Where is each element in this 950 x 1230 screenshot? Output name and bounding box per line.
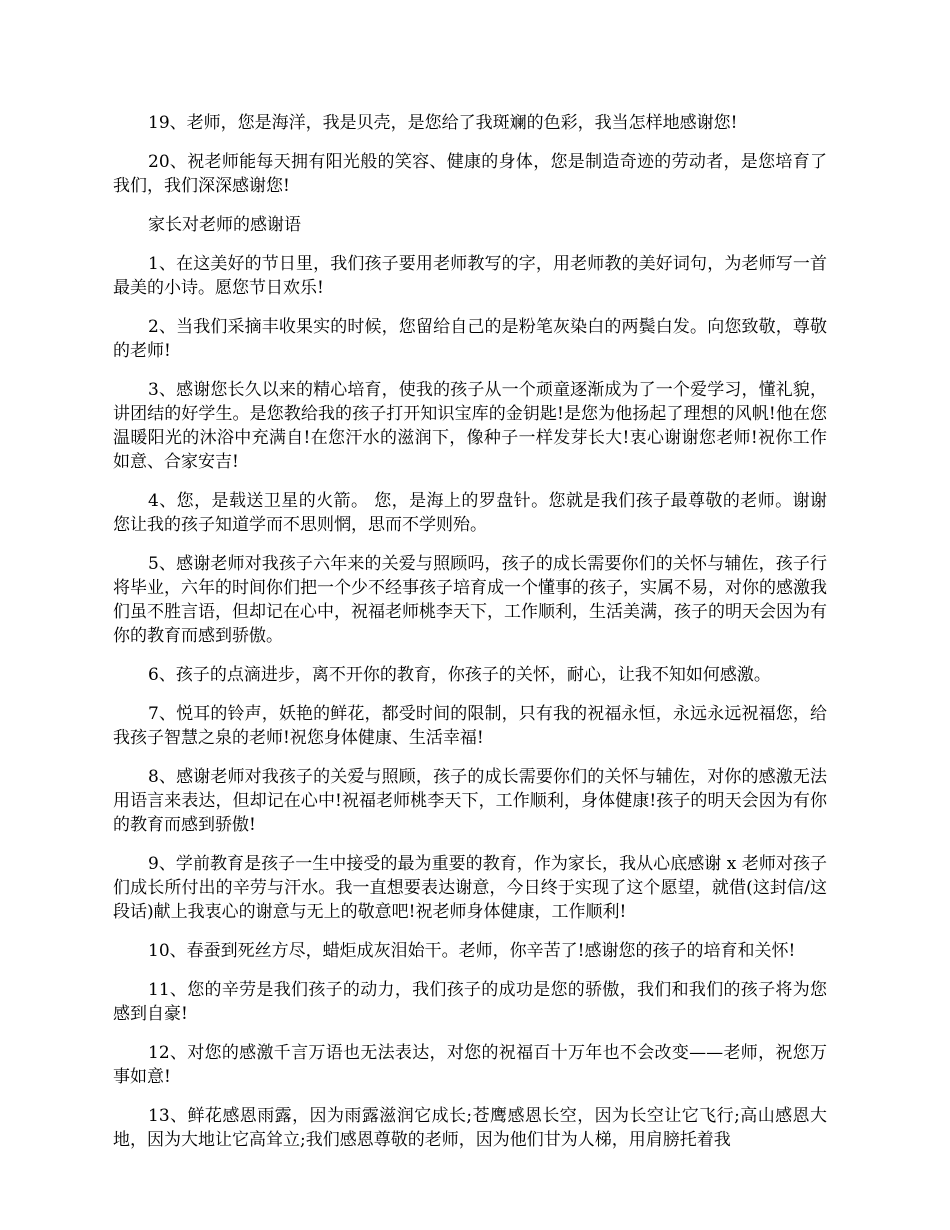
paragraph-6: 6、孩子的点滴进步，离不开你的教育，你孩子的关怀，耐心，让我不知如何感激。: [148, 665, 771, 685]
paragraph-3: 3、感谢您长久以来的精心培育，使我的孩子从一个顽童逐渐成为了一个爱学习，懂礼貌，讲团结的好学生。是您教给我的孩子打开知识宝库的金钥匙!是您为他扬起了理想的风帆!他在您温暖阳光的沐浴中充满自!在您汗水的滋润下，像种子一样发芽长大!衷心谢谢您老师!祝你工作如意、合家安吉!: [113, 380, 827, 472]
paragraph-1: 1、在这美好的节日里，我们孩子要用老师教写的字，用老师教的美好词句，为老师写一首最美的小诗。愿您节日欢乐!: [113, 254, 827, 298]
paragraph-4: 4、您，是载送卫星的火箭。 您，是海上的罗盘针。您就是我们孩子最尊敬的老师。谢谢您让我的孩子知道学而不思则惘，思而不学则殆。: [113, 491, 827, 535]
paragraph-11: 11、您的辛劳是我们孩子的动力，我们孩子的成功是您的骄傲，我们和我们的孩子将为您感到自豪!: [113, 980, 827, 1024]
paragraph-9: 9、学前教育是孩子一生中接受的最为重要的教育，作为家长，我从心底感谢 x 老师对孩子们成长所付出的辛劳与汗水。我一直想要表达谢意，今日终于实现了这个愿望，就借(这封信/这段话)献上我衷心的谢意与无上的敬意吧!祝老师身体健康，工作顺利!: [113, 854, 827, 922]
paragraph-19: 19、老师，您是海洋，我是贝壳，是您给了我斑斓的色彩，我当怎样地感谢您!: [148, 113, 738, 133]
paragraph-12: 12、对您的感激千言万语也无法表达，对您的祝福百十万年也不会改变——老师，祝您万事如意!: [113, 1043, 827, 1087]
paragraph-20: 20、祝老师能每天拥有阳光般的笑容、健康的身体，您是制造奇迹的劳动者，是您培育了我们，我们深深感谢您!: [113, 152, 827, 196]
section-heading: 家长对老师的感谢语: [148, 215, 301, 235]
paragraph-10: 10、春蚕到死丝方尽，蜡炬成灰泪始干。老师，你辛苦了!感谢您的孩子的培育和关怀!: [148, 941, 796, 961]
paragraph-8: 8、感谢老师对我孩子的关爱与照顾，孩子的成长需要你们的关怀与辅佐，对你的感激无法用语言来表达，但却记在心中!祝福老师桃李天下，工作顺利，身体健康!孩子的明天会因为有你的教育而感到骄傲!: [113, 767, 827, 835]
paragraph-7: 7、悦耳的铃声，妖艳的鲜花，都受时间的限制，只有我的祝福永恒，永远永远祝福您，给我孩子智慧之泉的老师!祝您身体健康、生活幸福!: [113, 704, 827, 748]
paragraph-5: 5、感谢老师对我孩子六年来的关爱与照顾吗，孩子的成长需要你们的关怀与辅佐，孩子行将毕业，六年的时间你们把一个少不经事孩子培育成一个懂事的孩子，实属不易，对你的感激我们虽不胜言语，但却记在心中，祝福老师桃李天下，工作顺利，生活美满，孩子的明天会因为有你的教育而感到骄傲。: [113, 554, 827, 646]
paragraph-2: 2、当我们采摘丰收果实的时候，您留给自己的是粉笔灰染白的两鬓白发。向您致敬，尊敬的老师!: [113, 317, 827, 361]
paragraph-13: 13、鲜花感恩雨露，因为雨露滋润它成长;苍鹰感恩长空，因为长空让它飞行;高山感恩大地，因为大地让它高耸立;我们感恩尊敬的老师，因为他们甘为人梯，用肩膀托着我: [113, 1106, 827, 1150]
document-page: [113, 111, 827, 1167]
